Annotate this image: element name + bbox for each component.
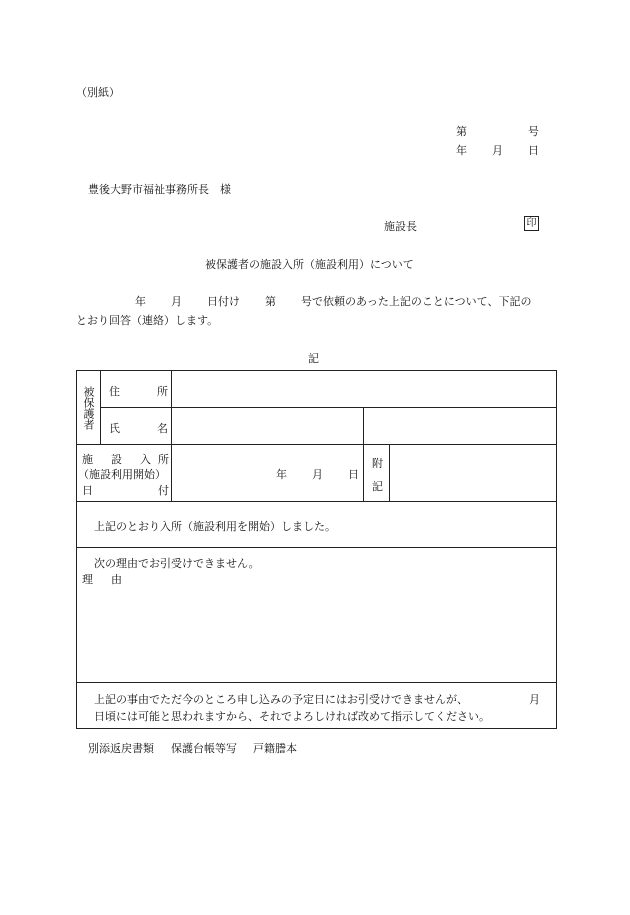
address-label-1: 住 [109,385,120,398]
returned-doc-1: 保護台帳等写 [171,742,237,755]
addressee: 豊後大野市福祉事務所長 様 [88,183,231,196]
admit-label-1a: 施 [82,453,93,466]
admit-month: 月 [312,468,323,481]
side-label-cell [77,371,101,445]
refusal-reason-row[interactable] [77,548,557,683]
seal-mark [524,216,539,231]
issuer-title: 施設長 [384,220,417,233]
admit-label-1c: 入 [140,453,151,466]
name-field[interactable] [172,408,364,445]
refuse-text: 次の理由でお引受けできません。 [94,557,260,570]
side-label: 被保護者 [82,385,95,430]
body-request-text: 号で依頼のあった上記のことについて、下記の [301,295,532,308]
returned-doc-2: 戸籍謄本 [253,742,297,755]
deferral-row [77,683,557,729]
document-title: 被保護者の施設入所（施設利用）について [205,258,414,271]
defer-line-1: 上記の事由でただ今のところ申し込みの予定日にはお引受けできませんが、 [94,693,468,706]
remarks-label-cell [364,445,390,502]
admit-label-1b: 設 [111,453,122,466]
admit-label-2: （施設利用開始） [78,468,166,481]
remarks-label-2: 記 [372,480,383,493]
reason-label-2: 由 [111,573,122,586]
remarks-label-1: 附 [372,457,383,470]
defer-line-2: 日頃には可能と思われますから、それでよろしければ改めて指示してください。 [94,710,490,723]
address-label-2: 所 [157,385,168,398]
admit-label-3a: 日 [82,484,93,497]
name-extra-field[interactable] [364,408,557,445]
attachment-label: （別紙） [76,86,120,99]
seal-box: 印 [524,216,539,231]
number-prefix: 第 [456,125,467,138]
address-field[interactable] [172,371,557,408]
address-label-cell [101,371,172,408]
date-day: 日 [528,144,539,157]
body-line-2: とおり回答（連絡）します。 [76,314,219,327]
reason-label-1: 理 [82,573,93,586]
admit-year: 年 [276,468,287,481]
name-label-cell [101,408,172,445]
remarks-field[interactable] [390,445,557,502]
admit-label-1d: 所 [158,453,169,466]
admitted-row [77,502,557,548]
admit-label-3b: 付 [158,484,169,497]
admitted-text: 上記のとおり入所（施設利用を開始）しました。 [94,520,336,533]
name-label-1: 氏 [109,422,120,435]
date-year: 年 [456,144,467,157]
body-year: 年 [135,295,146,308]
date-month: 月 [492,144,503,157]
body-month: 月 [171,295,182,308]
returned-docs-label: 別添返戻書類 [88,742,154,755]
admit-day: 日 [348,468,359,481]
reply-form-table [76,370,557,729]
number-suffix: 号 [528,125,539,138]
body-dated: 日付け [207,295,240,308]
admission-date-label-cell [77,445,172,502]
admission-date-field[interactable] [172,445,364,502]
ki-heading: 記 [308,352,319,365]
defer-month: 月 [529,693,540,706]
name-label-2: 名 [157,422,168,435]
body-no: 第 [265,295,276,308]
